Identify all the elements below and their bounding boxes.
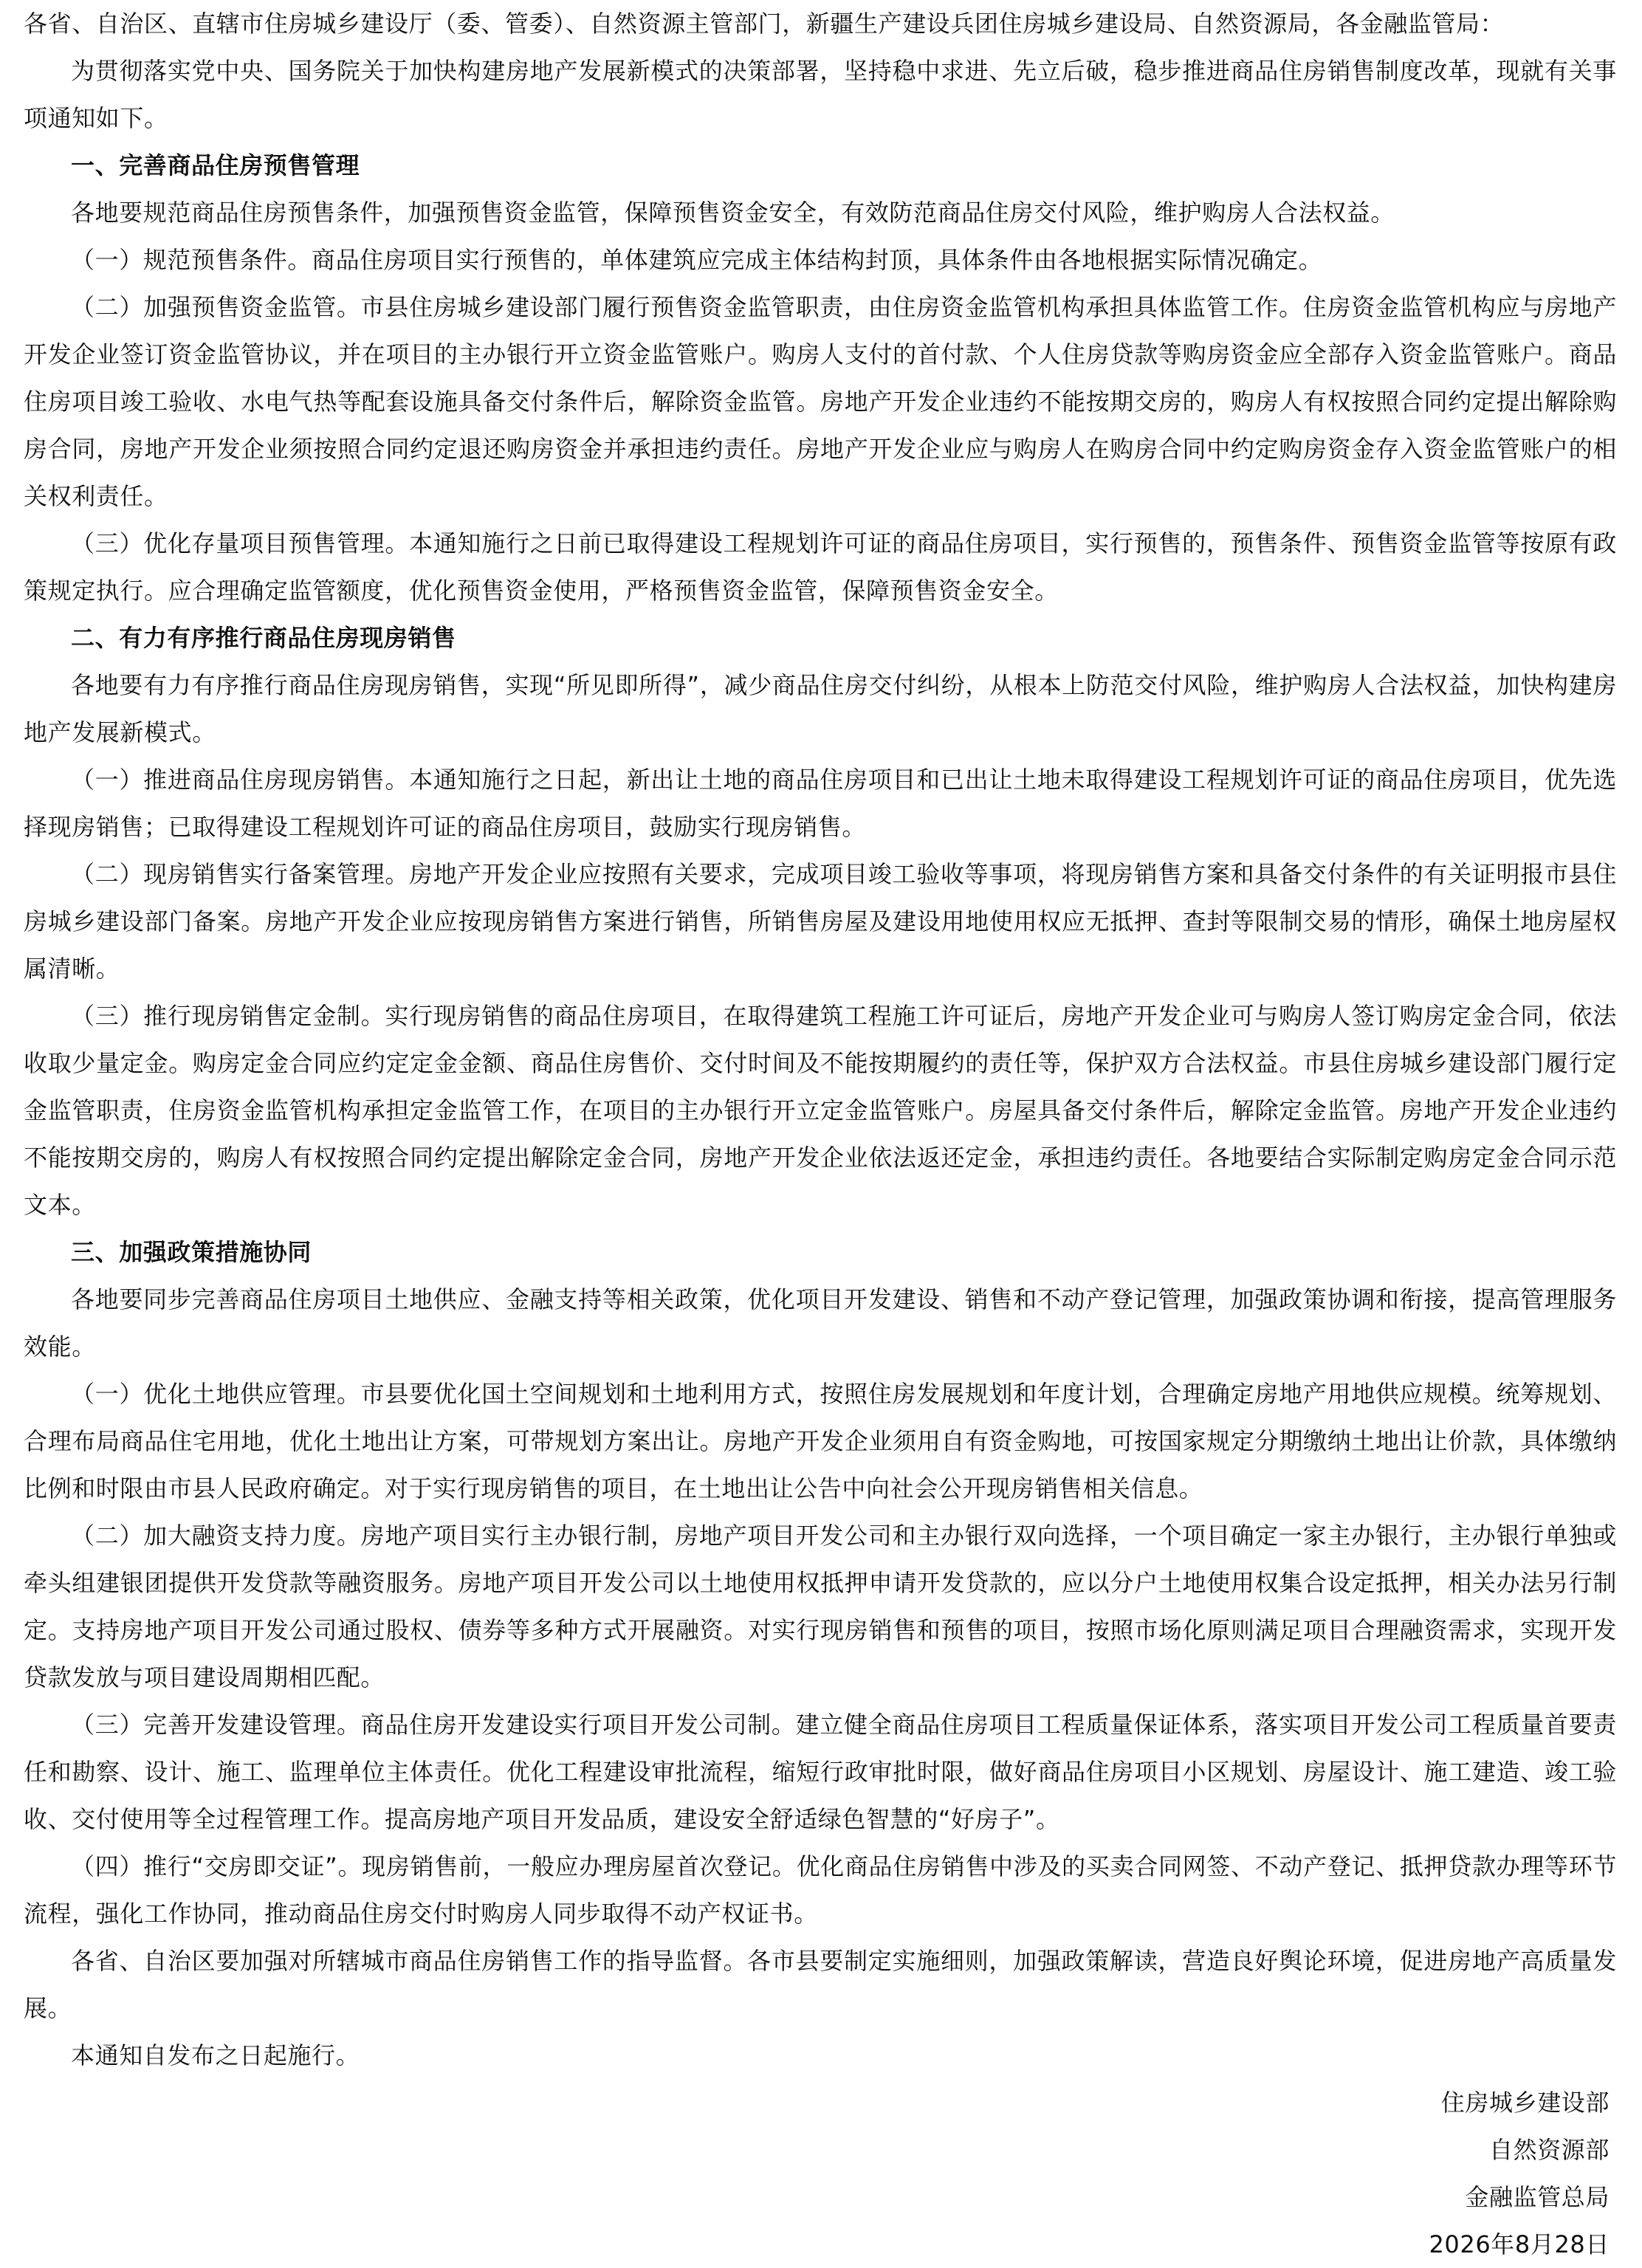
signatory-2: 自然资源部 xyxy=(1488,2136,1610,2164)
closing-paragraph: 各省、自治区要加强对所辖城市商品住房销售工作的指导监督。各市县要制定实施细则，加强政策解读，营造良好舆论环境，促进房地产高质量发展。 xyxy=(24,1947,1617,2022)
section-3-item-4: （四）推行“交房即交证”。现房销售前，一般应办理房屋首次登记。优化商品住房销售中涉及的买卖合同网签、不动产登记、抵押贷款办理等环节流程，强化工作协同，推动商品住房交付时购房人同步取得不动产权证书。 xyxy=(24,1852,1617,1928)
section-3-item-3: （三）完善开发建设管理。商品住房开发建设实行项目开发公司制。建立健全商品住房项目工程质量保证体系，落实项目开发公司工程质量首要责任和勘察、设计、施工、监理单位主体责任。优化工程建设审批流程，缩短行政审批时限，做好商品住房项目小区规划、房屋设计、施工建造、竣工验收、交付使用等全过程管理工作。提高房地产项目开发品质，建设安全舒适绿色智慧的“好房子”。 xyxy=(24,1711,1617,1833)
section-2-lead: 各地要有力有序推行商品住房现房销售，实现“所见即所得”，减少商品住房交付纠纷，从根本上防范交付风险，维护购房人合法权益，加快构建房地产发展新模式。 xyxy=(24,671,1617,746)
section-2-item-3: （三）推行现房销售定金制。实行现房销售的商品住房项目，在取得建筑工程施工许可证后，房地产开发企业可与购房人签订购房定金合同，依法收取少量定金。购房定金合同应约定定金金额、商品住房售价、交付时间及不能按期履约的责任等，保护双方合法权益。市县住房城乡建设部门履行定金监管职责，住房资金监管机构承担定金监管工作，在项目的主办银行开立定金监管账户。房屋具备交付条件后，解除定金监管。房地产开发企业违约不能按期交房的，购房人有权按照合同约定提出解除定金合同，房地产开发企业依法返还定金，承担违约责任。各地要结合实际制定购房定金合同示范文本。 xyxy=(24,1002,1617,1219)
signatory-3: 金融监管总局 xyxy=(1465,2183,1610,2211)
effective-date-paragraph: 本通知自发布之日起施行。 xyxy=(71,2041,360,2069)
section-1-item-2: （二）加强预售资金监管。市县住房城乡建设部门履行预售资金监管职责，由住房资金监管机构承担具体监管工作。住房资金监管机构应与房地产开发企业签订资金监管协议，并在项目的主办银行开立资金监管账户。购房人支付的首付款、个人住房贷款等购房资金应全部存入资金监管账户。商品住房项目竣工验收、水电气热等配套设施具备交付条件后，解除资金监管。房地产开发企业违约不能按期交房的，购房人有权按照合同约定提出解除购房合同，房地产开发企业须按照合同约定退还购房资金并承担违约责任。房地产开发企业应与购房人在购房合同中约定购房资金存入资金监管账户的相关权利责任。 xyxy=(24,293,1617,510)
section-2-item-2: （二）现房销售实行备案管理。房地产开发企业应按照有关要求，完成项目竣工验收等事项，将现房销售方案和具备交付条件的有关证明报市县住房城乡建设部门备案。房地产开发企业应按现房销售方案进行销售，所销售房屋及建设用地使用权应无抵押、查封等限制交易的情形，确保土地房屋权属清晰。 xyxy=(24,860,1617,983)
signatory-1: 住房城乡建设部 xyxy=(1440,2089,1610,2117)
section-heading-1: 一、完善商品住房预售管理 xyxy=(71,151,360,179)
section-heading-3: 三、加强政策措施协同 xyxy=(71,1238,312,1266)
section-2-item-1: （一）推进商品住房现房销售。本通知施行之日起，新出让土地的商品住房项目和已出让土地未取得建设工程规划许可证的商品住房项目，优先选择现房销售；已取得建设工程规划许可证的商品住房项目，鼓励实行现房销售。 xyxy=(24,766,1617,841)
section-1-item-1: （一）规范预售条件。商品住房项目实行预售的，单体建筑应完成主体结构封顶，具体条件由各地根据实际情况确定。 xyxy=(71,246,1323,274)
section-heading-2: 二、有力有序推行商品住房现房销售 xyxy=(71,624,456,652)
section-3-item-1: （一）优化土地供应管理。市县要优化国土空间规划和土地利用方式，按照住房发展规划和年度计划，合理确定房地产用地供应规模。统筹规划、合理布局商品住宅用地，优化土地出让方案，可带规划方案出让。房地产开发企业须用自有资金购地，可按国家规定分期缴纳土地出让价款，具体缴纳比例和时限由市县人民政府确定。对于实行现房销售的项目，在土地出让公告中向社会公开现房销售相关信息。 xyxy=(24,1380,1617,1502)
section-3-item-2: （二）加大融资支持力度。房地产项目实行主办银行制，房地产项目开发公司和主办银行双向选择，一个项目确定一家主办银行，主办银行单独或牵头组建银团提供开发贷款等融资服务。房地产项目开发公司以土地使用权抵押申请开发贷款的，应以分户土地使用权集合设定抵押，相关办法另行制定。支持房地产项目开发公司通过股权、债券等多种方式开展融资。对实行现房销售和预售的项目，按照市场化原则满足项目合理融资需求，实现开发贷款发放与项目建设周期相匹配。 xyxy=(24,1522,1617,1691)
intro-paragraph: 为贯彻落实党中央、国务院关于加快构建房地产发展新模式的决策部署，坚持稳中求进、先立后破，稳步推进商品住房销售制度改革，现就有关事项通知如下。 xyxy=(24,57,1617,132)
section-1-item-3: （三）优化存量项目预售管理。本通知施行之日前已取得建设工程规划许可证的商品住房项目，实行预售的，预售条件、预售资金监管等按原有政策规定执行。应合理确定监管额度，优化预售资金使用，严格预售资金监管，保障预售资金安全。 xyxy=(24,529,1617,605)
section-1-lead: 各地要规范商品住房预售条件，加强预售资金监管，保障预售资金安全，有效防范商品住房交付风险，维护购房人合法权益。 xyxy=(71,199,1395,227)
section-3-lead: 各地要同步完善商品住房项目土地供应、金融支持等相关政策，优化项目开发建设、销售和不动产登记管理，加强政策协调和衔接，提高管理服务效能。 xyxy=(24,1285,1617,1361)
salutation: 各省、自治区、直辖市住房城乡建设厅（委、管委）、自然资源主管部门，新疆生产建设兵团住房城乡建设局、自然资源局，各金融监管局： xyxy=(24,10,1505,38)
issue-date: 2026年8月28日 xyxy=(1429,2230,1610,2258)
